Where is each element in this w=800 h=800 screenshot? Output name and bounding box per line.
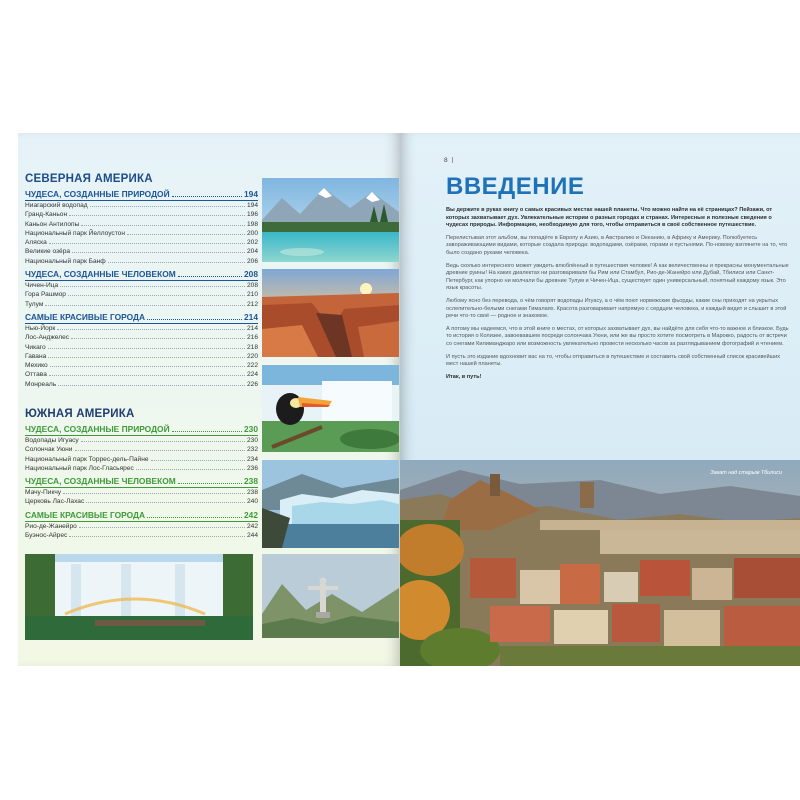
toc-entry: Каньон Антилопы 198 — [25, 220, 258, 228]
left-page-contents — [18, 133, 400, 666]
toc-entry: Буэнос-Айрес 244 — [25, 532, 258, 540]
region-title-south-america: ЮЖНАЯ АМЕРИКА — [25, 408, 135, 420]
toc-entry: Ниагарский водопад 194 — [25, 202, 258, 209]
intro-body — [446, 207, 792, 386]
toc-entry: Гранд-Каньон 196 — [25, 211, 258, 219]
toc-entry: Солончак Уюни 232 — [25, 446, 258, 454]
toc-entry: Национальный парк Йеллоустон 200 — [25, 229, 258, 237]
toc-section-heading: ЧУДЕСА, СОЗДАННЫЕ ЧЕЛОВЕКОМ 238 — [25, 476, 258, 487]
toc-entry: Чичен-Ица 208 — [25, 282, 258, 290]
intro-paragraph: Ведь сколько интересного может увидеть влюблённый в путешествия человек! А как величественны и прекрасны монументальные древние руины! На каких диалектах ни разговаривали бы Рим или Стамбул, Рио-де-Жанейро или Дубай, Тбилиси или Санкт-Петербург, как упорно ни молчали бы древние Тулум и Чичен-Ица, существует один универсальный, понятный каждому язык. Это язык красоты. — [446, 262, 789, 292]
toc-section-heading: ЧУДЕСА, СОЗДАННЫЕ ПРИРОДОЙ 230 — [25, 424, 258, 434]
toc-north-america — [25, 173, 258, 389]
toc-entry: Мачу-Пикчу 238 — [25, 489, 258, 497]
toc-entry: Оттава 224 — [25, 371, 258, 379]
toc-south-america — [25, 408, 258, 540]
toc-entry: Гавана 220 — [25, 352, 258, 360]
intro-paragraph: Любому ясно без перевода, о чём говорят водопады Игуасу, а о чём поют норвежские фьорды, какие сны приходят на укрытых ослепительно-белыми снегами Гималаях. Красота разговаривает напрямую с сердцем человека, и каждый видит и слышит в этой речи что-то своё — родное и знакомое. — [446, 297, 787, 320]
toc-section-heading: ЧУДЕСА, СОЗДАННЫЕ ПРИРОДОЙ 194 — [25, 189, 258, 199]
photo-mountain-lake — [262, 178, 399, 262]
photo-iguazu-falls — [25, 554, 253, 640]
toc-entry: Национальный парк Лос-Гласьярес 236 — [25, 464, 258, 472]
photo-caption: Закат над старым Тбилиси — [710, 470, 782, 476]
toc-entry: Национальный парк Банф 206 — [25, 257, 258, 265]
toc-section-heading: ЧУДЕСА, СОЗДАННЫЕ ЧЕЛОВЕКОМ 208 — [25, 269, 258, 280]
toc-entry: Рио-де-Жанейро 242 — [25, 522, 258, 530]
photo-glacier — [262, 460, 399, 548]
intro-paragraph: И пусть это издание вдохновит вас на то, чтобы отправиться в путешествие и составить свой собственный список красивейших мест нашей планеты. — [446, 353, 781, 368]
toc-entry: Великие озёра 204 — [25, 248, 258, 256]
toc-entry: Аляска 202 — [25, 239, 258, 247]
photo-grand-canyon — [262, 269, 399, 357]
page-title: ВВЕДЕНИЕ — [446, 173, 585, 200]
photo-tbilisi-cityscape — [400, 460, 800, 666]
toc-entry: Нью-Йорк 214 — [25, 324, 258, 332]
toc-entry: Мехико 222 — [25, 362, 258, 370]
intro-paragraph: Перелистывая этот альбом, вы попадёте в Европу и Азию, в Австралию и Океанию, в Африку и Америку. Полюбуетесь завораживающими видами, которые создала природа: водопадами, озёрами, горами и пустынями. По-новому взглянете на то, что было создано руками человека. — [446, 234, 788, 256]
right-page-introduction — [400, 133, 800, 666]
book-spread — [18, 133, 800, 666]
photo-christ-redeemer — [262, 554, 399, 638]
toc-section-heading: САМЫЕ КРАСИВЫЕ ГОРОДА 242 — [25, 509, 258, 520]
toc-entry: Лос-Анджелес 216 — [25, 334, 258, 342]
toc-entry: Чикаго 218 — [25, 343, 258, 351]
toc-entry: Гора Рашмор 210 — [25, 291, 258, 299]
toc-entry: Водопады Игуасу 230 — [25, 437, 258, 444]
region-title-north-america: СЕВЕРНАЯ АМЕРИКА — [25, 173, 153, 185]
toc-section-heading: САМЫЕ КРАСИВЫЕ ГОРОДА 214 — [25, 311, 258, 322]
toc-entry: Церковь Лас-Лахас 240 — [25, 498, 258, 506]
intro-paragraph: Вы держите в руках книгу о самых красивых местах нашей планеты. Что можно найти на её страницах? Пейзажи, от которых захватывает дух. Увлекательные истории о разных городах и странах. Интересные и полезные сведения о чудесах природы. Информацию, необходимую для того, чтобы отправиться в своё собственное путешествие. — [446, 207, 773, 229]
intro-paragraph: А потому мы надеемся, что в этой книге о местах, от которых захватывает дух, вы найдёте для себя что-то важное и близкое. Будь то история о Колизее, завоевавшем посреди солончака Уюни, или же вы просто хотите посмотреть в Марокко, радость от встречи со снегами Килиманджаро или возможность увлекательно провести несколько часов за разглядыванием фотографий и чтением. — [446, 325, 789, 347]
intro-signoff: Итак, в путь! — [446, 373, 482, 380]
toc-entry: Монреаль 226 — [25, 380, 258, 388]
toc-entry: Тулум 212 — [25, 300, 258, 308]
photo-toucan-waterfall — [262, 365, 399, 452]
page-number: 8 — [444, 157, 453, 164]
toc-entry: Национальный парк Торрес-дель-Пайне 234 — [25, 455, 258, 463]
